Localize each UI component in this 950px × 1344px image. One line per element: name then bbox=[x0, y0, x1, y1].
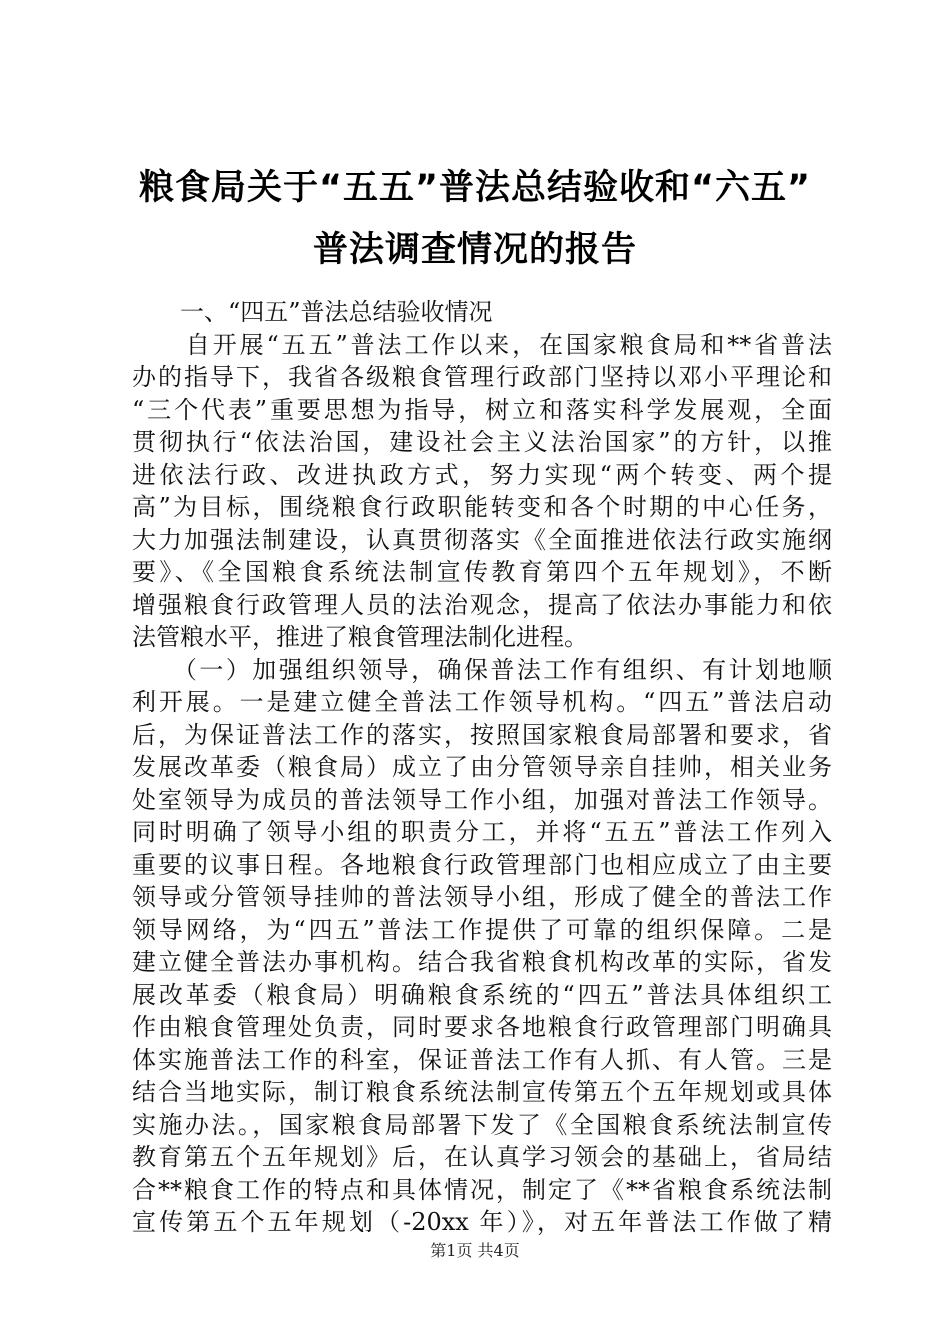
body-line: 大力加强法制建设，认真贯彻落实《全面推进依法行政实施纲 bbox=[132, 525, 832, 554]
body-line: 领导网络，为“四五”普法工作提供了可靠的组织保障。二是 bbox=[132, 915, 832, 944]
body-line: 建立健全普法办事机构。结合我省粮食机构改革的实际，省发 bbox=[132, 948, 832, 976]
body-line: 体实施普法工作的科室，保证普法工作有人抓、有人管。三是 bbox=[132, 1045, 832, 1074]
document-title-line-2: 普法调查情况的报告 bbox=[312, 230, 637, 270]
body-line: 高”为目标，围绕粮食行政职能转变和各个时期的中心任务， bbox=[132, 493, 832, 521]
body-line: 要》、《全国粮食系统法制宣传教育第四个五年规划》，不断 bbox=[132, 558, 832, 586]
body-line: 进依法行政、改进执政方式，努力实现“两个转变、两个提 bbox=[132, 460, 832, 489]
body-line: 教育第五个五年规划》后，在认真学习领会的基础上，省局结 bbox=[132, 1143, 832, 1171]
body-line: 处室领导为成员的普法领导工作小组，加强对普法工作领导。 bbox=[132, 785, 832, 814]
body-line: 后，为保证普法工作的落实，按照国家粮食局部署和要求，省 bbox=[132, 720, 832, 749]
body-line: 利开展。一是建立健全普法工作领导机构。“四五”普法启动 bbox=[132, 688, 832, 716]
body-line: 增强粮食行政管理人员的法治观念，提高了依法办事能力和依 bbox=[132, 590, 832, 619]
body-line: 发展改革委（粮食局）成立了由分管领导亲自挂帅，相关业务 bbox=[132, 753, 832, 781]
body-line: 自开展“五五”普法工作以来，在国家粮食局和**省普法 bbox=[132, 330, 832, 359]
body-line: 办的指导下，我省各级粮食管理行政部门坚持以邓小平理论和 bbox=[132, 363, 832, 391]
body-line: 一、“四五”普法总结验收情况 bbox=[132, 298, 493, 326]
body-line: 合**粮食工作的特点和具体情况，制定了《**省粮食系统法制 bbox=[132, 1175, 832, 1204]
body-line: 法管粮水平，推进了粮食管理法制化进程。 bbox=[132, 623, 588, 651]
page-footer: 第1页 共4页 bbox=[430, 1241, 520, 1260]
body-line: 宣传第五个五年规划（-20xx 年）》，对五年普法工作做了精 bbox=[132, 1208, 832, 1236]
body-line: 贯彻执行“依法治国，建设社会主义法治国家”的方针，以推 bbox=[132, 428, 832, 456]
body-line: 作由粮食管理处负责，同时要求各地粮食行政管理部门明确具 bbox=[132, 1013, 832, 1041]
document-title-line-1: 粮食局关于“五五”普法总结验收和“六五” bbox=[138, 168, 811, 208]
document-body bbox=[132, 296, 832, 1239]
body-line: “三个代表”重要思想为指导，树立和落实科学发展观，全面 bbox=[132, 395, 832, 424]
body-line: 领导或分管领导挂帅的普法领导小组，形成了健全的普法工作 bbox=[132, 883, 832, 911]
body-line: 展改革委（粮食局）明确粮食系统的“四五”普法具体组织工 bbox=[132, 980, 832, 1009]
body-line: 同时明确了领导小组的职责分工，并将“五五”普法工作列入 bbox=[132, 818, 832, 846]
body-line: 实施办法。，国家粮食局部署下发了《全国粮食系统法制宣传 bbox=[132, 1110, 832, 1139]
body-line: 重要的议事日程。各地粮食行政管理部门也相应成立了由主要 bbox=[132, 850, 832, 879]
body-line: （一）加强组织领导，确保普法工作有组织、有计划地顺 bbox=[132, 655, 832, 684]
body-line: 结合当地实际，制订粮食系统法制宣传第五个五年规划或具体 bbox=[132, 1078, 832, 1106]
